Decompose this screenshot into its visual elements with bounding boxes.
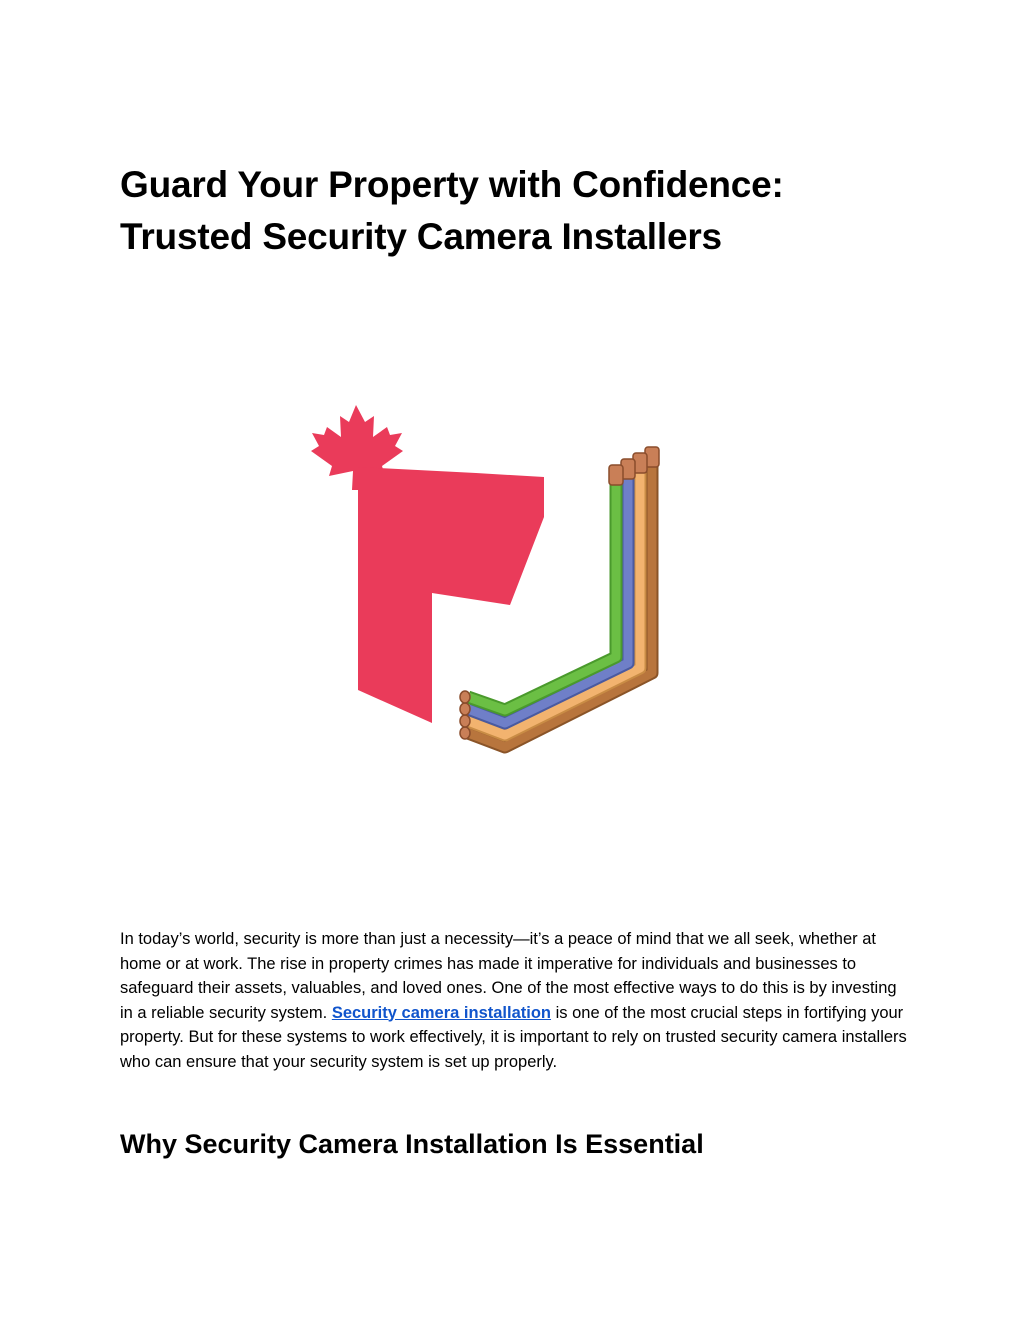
red-letter-shape [358, 467, 544, 723]
intro-text-after-link: is one of the most crucial steps in fortifying your property. But for these systems to work effectively, it is important to rely on trusted security camera installers who can ensure that your security system is set up properly. [120, 1003, 907, 1071]
intro-text-before-link: In today’s world, security is more than just a necessity—it’s a peace of mind that we all seek, whether at home or at work. The rise in property crimes has made it imperative for individuals and businesses to safeguard their assets, valuables, and loved ones. One of the most effective ways to do this is by investing in a reliable security system. [120, 930, 897, 1022]
page-title-line-2: Trusted Security Camera Installers [120, 216, 722, 257]
intro-paragraph [120, 927, 910, 1074]
security-camera-installation-link[interactable]: Security camera installation [331, 1003, 552, 1022]
page-title-line-1: Guard Your Property with Confidence: [120, 164, 784, 205]
maple-leaf-cable-logo-icon [300, 395, 670, 765]
section-heading: Why Security Camera Installation Is Essential [120, 1129, 704, 1159]
page-title [120, 159, 920, 263]
